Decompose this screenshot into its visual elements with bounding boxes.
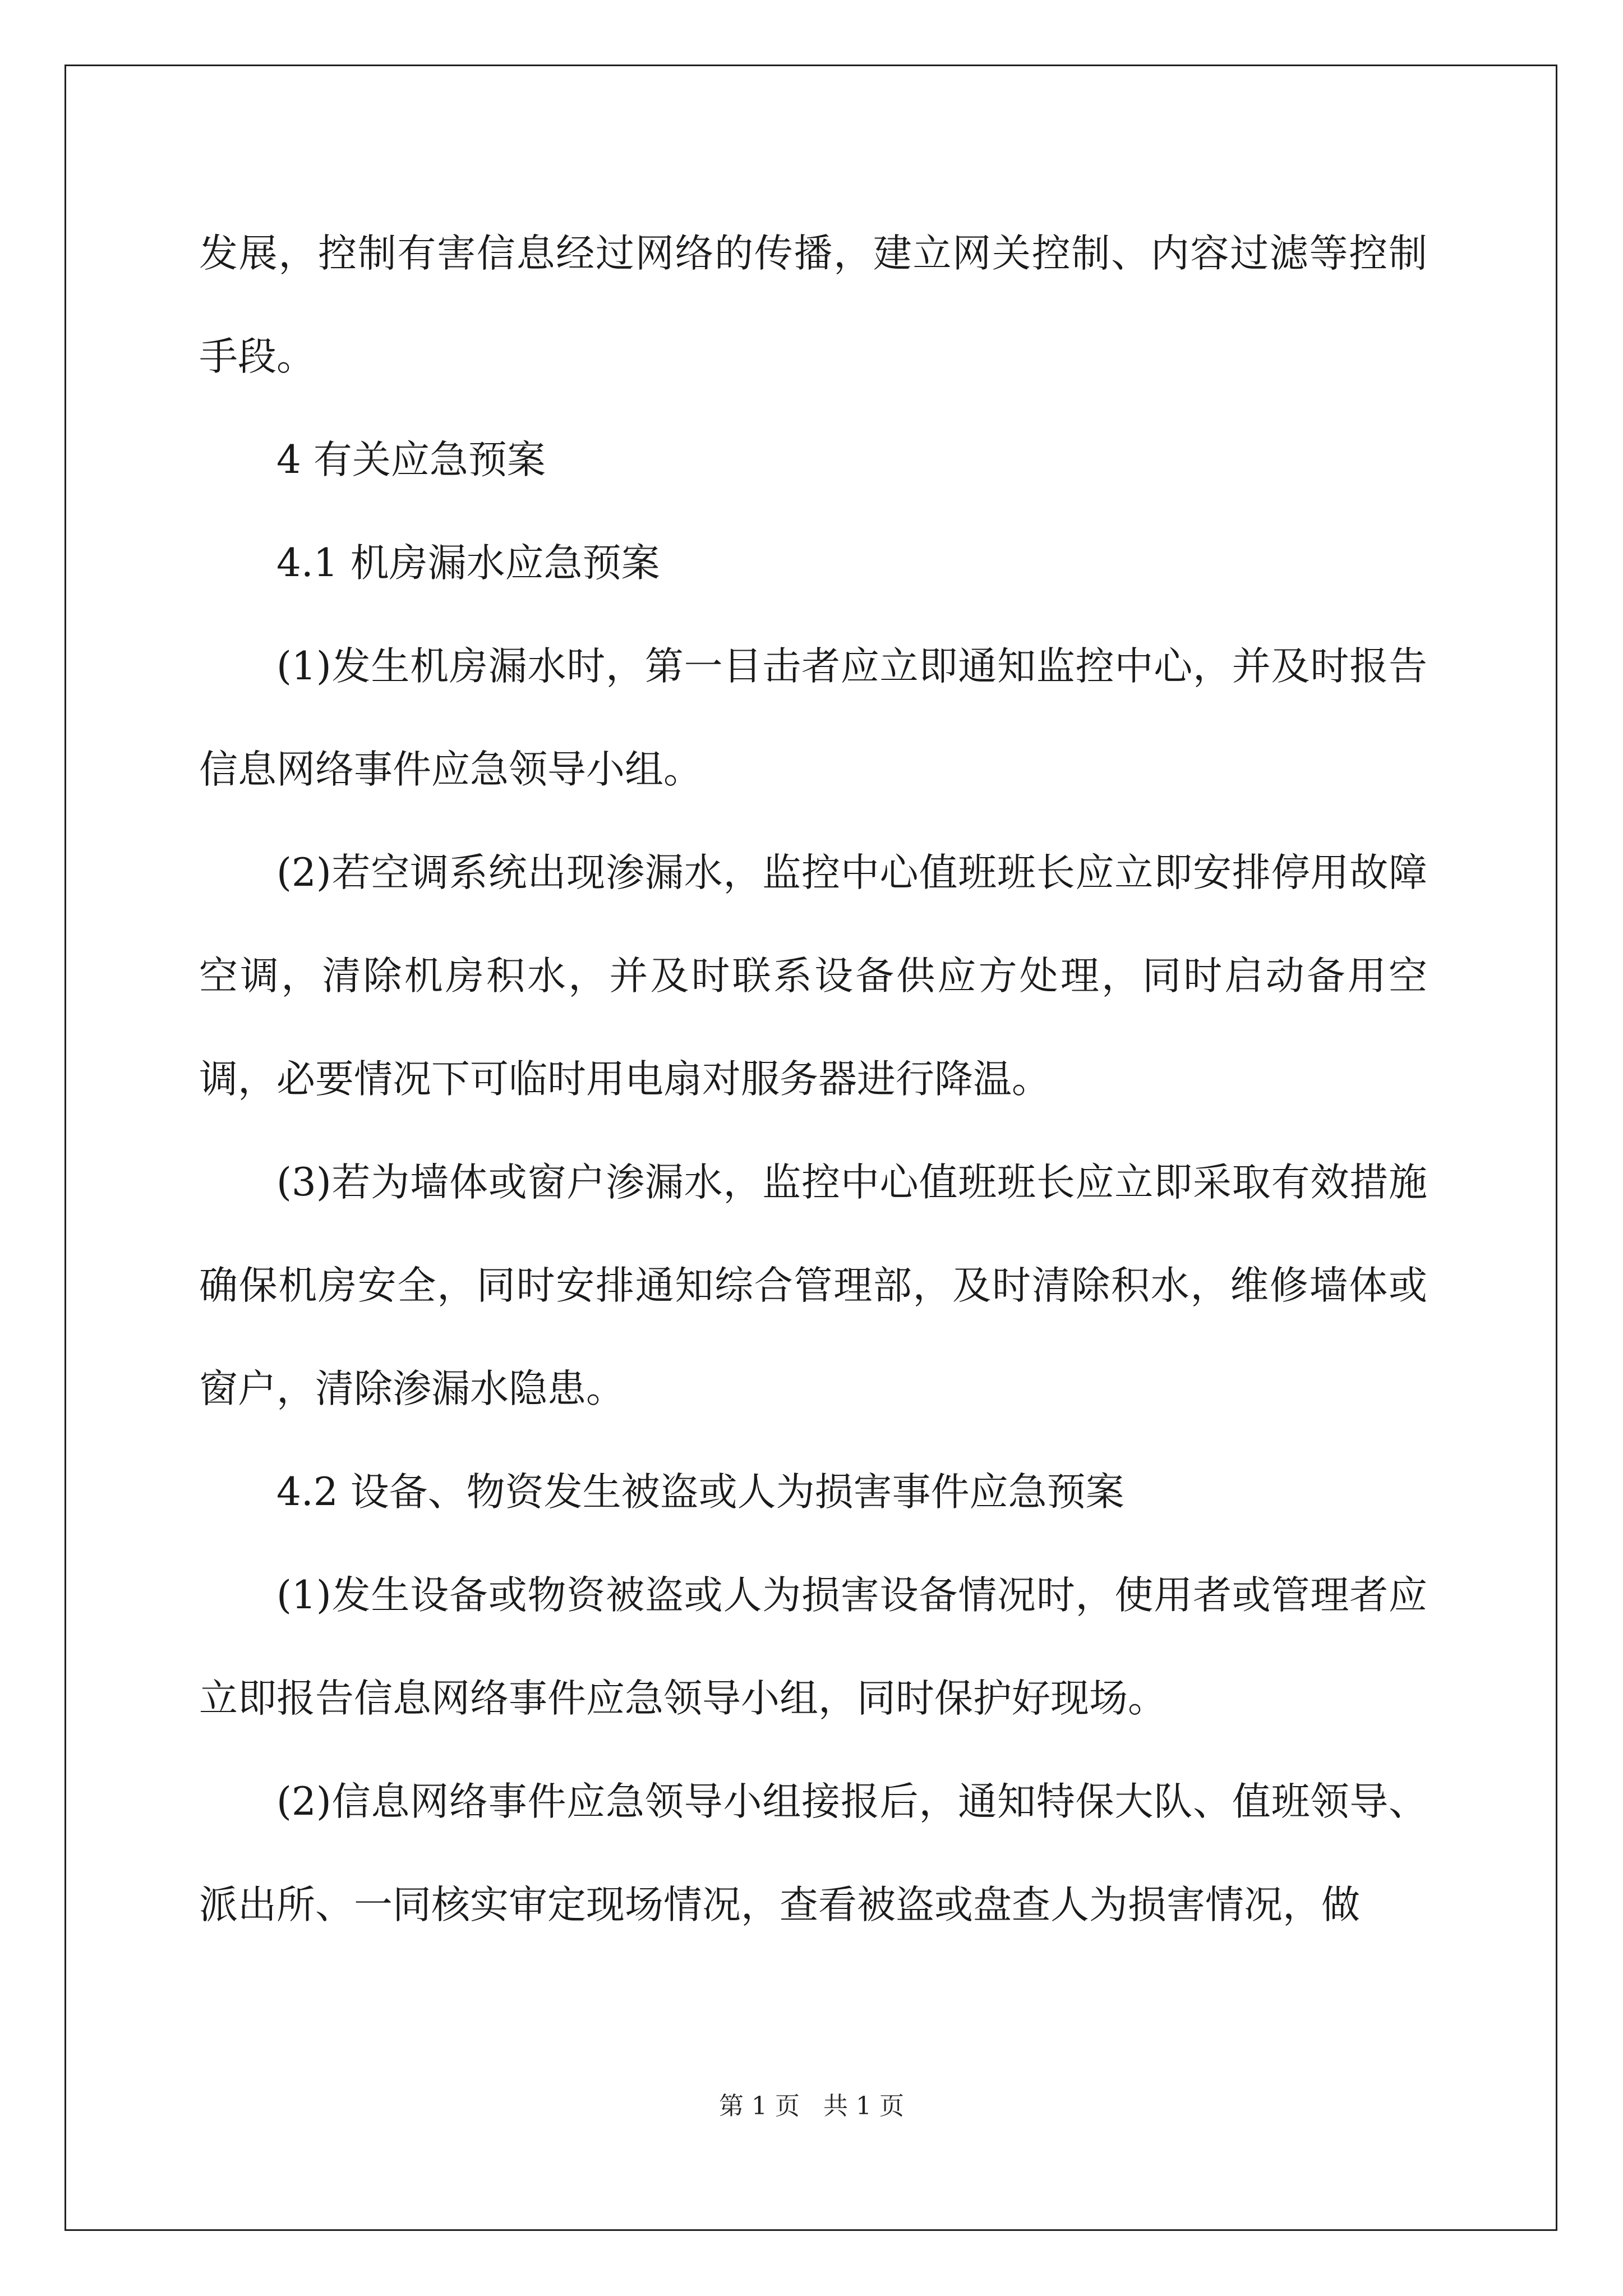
paragraph-1: 发展，控制有害信息经过网络的传播，建立网关控制、内容过滤等控制手段。 [199, 231, 1427, 379]
section-heading-4: 4 有关应急预案 [276, 438, 546, 482]
document-body [199, 202, 1427, 1957]
paragraph-4-2-item-2: (2)信息网络事件应急领导小组接报后，通知特保大队、值班领导、派出所、一同核实审定现场情况，查看被盗或盘查人为损害情况，做 [199, 1779, 1427, 1927]
subsection-heading-4-2: 4.2 设备、物资发生被盗或人为损害事件应急预案 [276, 1470, 1124, 1515]
paragraph-4-2-item-1: (1)发生设备或物资被盗或人为损害设备情况时，使用者或管理者应立即报告信息网络事件应急领导小组，同时保护好现场。 [199, 1573, 1427, 1721]
paragraph-4-1-item-2: (2)若空调系统出现渗漏水，监控中心值班班长应立即安排停用故障空调，清除机房积水，并及时联系设备供应方处理，同时启动备用空调，必要情况下可临时用电扇对服务器进行降温。 [199, 850, 1427, 1102]
paragraph-4-1-item-3: (3)若为墙体或窗户渗漏水，监控中心值班班长应立即采取有效措施确保机房安全，同时安排通知综合管理部，及时清除积水，维修墙体或窗户，清除渗漏水隐患。 [199, 1160, 1427, 1411]
subsection-heading-4-1: 4.1 机房漏水应急预案 [276, 541, 660, 586]
page-footer: 第 1 页 共 1 页 [719, 2092, 904, 2120]
paragraph-4-1-item-1: (1)发生机房漏水时，第一目击者应立即通知监控中心，并及时报告信息网络事件应急领导小组。 [199, 644, 1427, 792]
